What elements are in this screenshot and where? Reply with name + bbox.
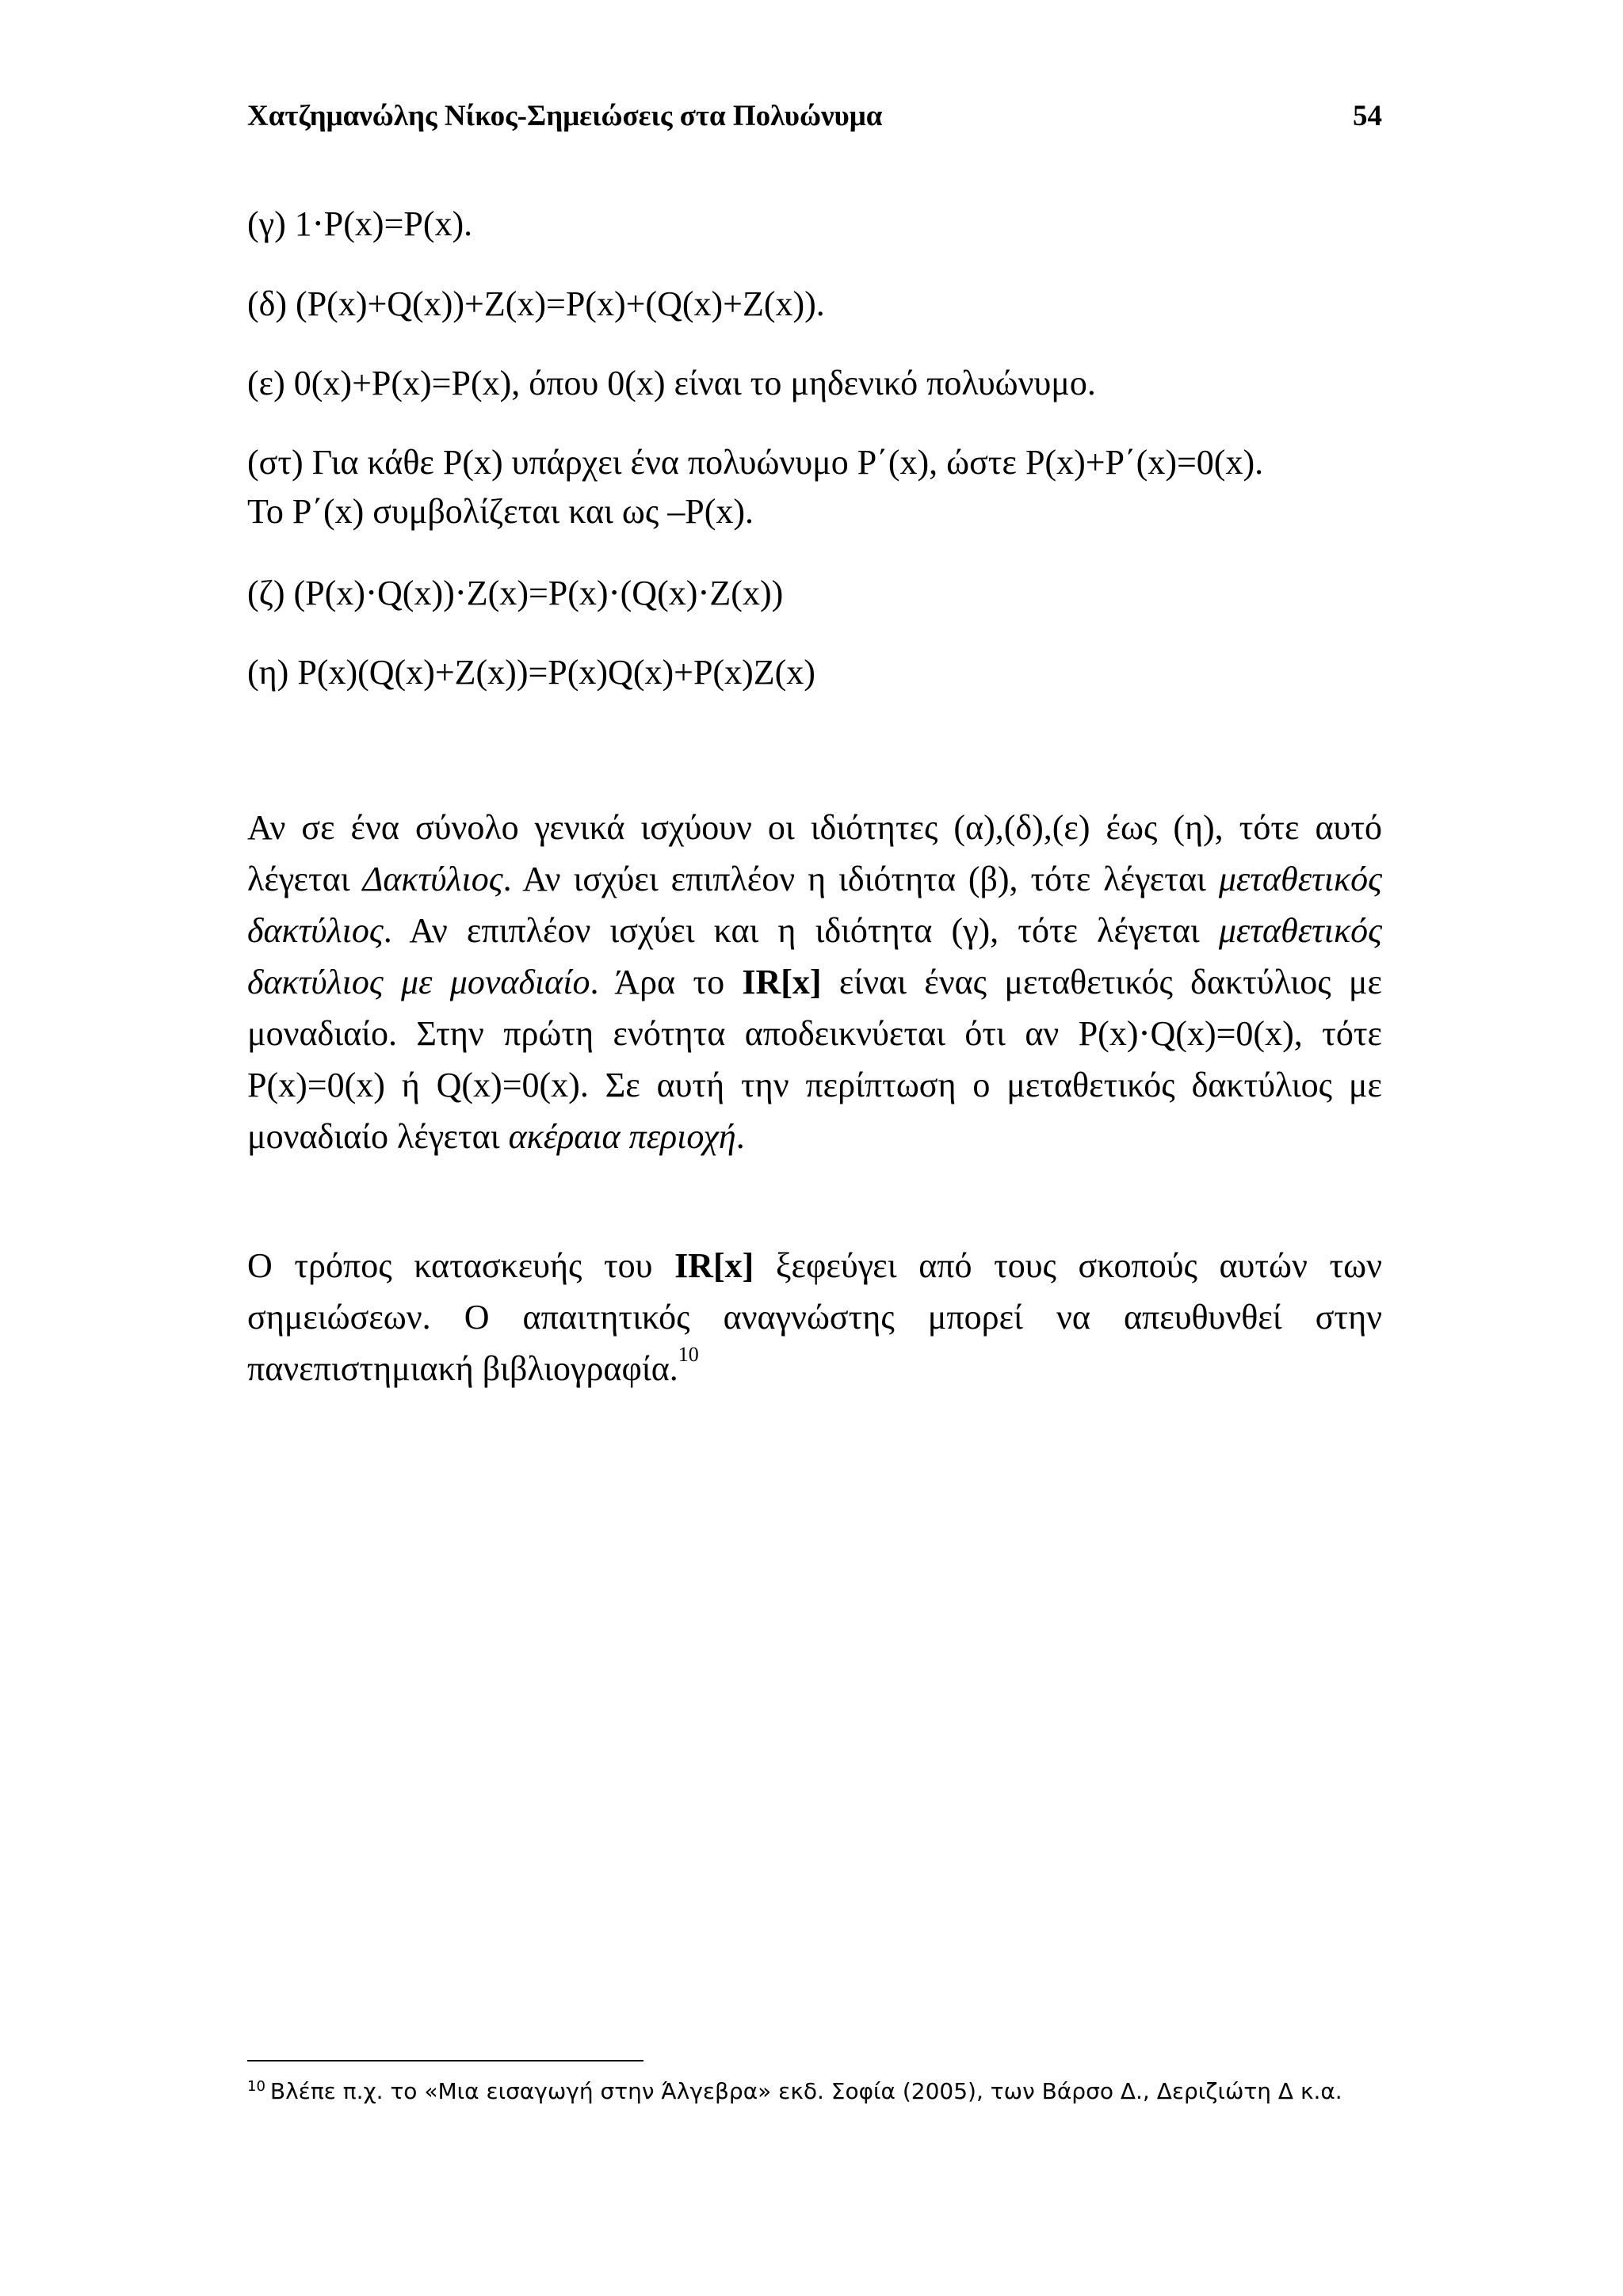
paragraph-text: Ο τρόπος κατασκευής του [247,1246,675,1285]
paragraph-text: . Άρα το [590,963,743,1001]
property-delta: (δ) (P(x)+Q(x))+Z(x)=P(x)+(Q(x)+Z(x)). [247,284,825,323]
footnote-text: Βλέπε π.χ. το «Μια εισαγωγή στην Άλγεβρα» εκδ. Σοφία (2005), των Βάρσο Δ., Δεριζιώτη Δ κ.α. [269,2078,1342,2104]
property-eta: (η) P(x)(Q(x)+Z(x))=P(x)Q(x)+P(x)Z(x) [247,653,815,692]
page-header [247,97,1382,136]
term-commutative-ring-with-unity: μεταθετικός δακτύλιος με μοναδιαίο [247,911,1382,1001]
paragraph-text: . [735,1117,745,1156]
term-polynomial-ring: IR[x] [674,1246,754,1285]
header-title: Χατζημανώλης Νίκος-Σημειώσεις στα Πολυώνυμα [247,100,883,132]
footnote-reference[interactable]: 10 [678,1343,699,1367]
document-page [247,0,1382,2296]
term-polynomial-ring: IR[x] [742,963,822,1001]
property-st-line2: Το P΄(x) συμβολίζεται και ως –P(x). [247,492,754,531]
term-integral-domain: ακέραια περιοχή [508,1117,736,1156]
property-st [247,438,1382,536]
property-zeta: (ζ) (P(x)⋅Q(x))⋅Z(x)=P(x)⋅(Q(x)⋅Z(x)) [247,574,784,612]
paragraph-ring-definition [247,802,1382,1162]
paragraph-text: . Αν επιπλέον ισχύει και η ιδιότητα (γ), τότε λέγεται [383,911,1219,950]
paragraph-construction [247,1240,1382,1394]
property-st-line1: (στ) Για κάθε P(x) υπάρχει ένα πολυώνυμο P΄(x), ώστε P(x)+P΄(x)=0(x). [247,443,1264,482]
paragraph-text: . Αν ισχύει επιπλέον η ιδιότητα (β), τότε λέγεται [502,860,1219,898]
paragraph-text: Αν σε ένα σύνολο γενικά ισχύουν οι ιδιότητες (α),(δ),(ε) έως (η), τότε αυτό λέγεται [247,808,1382,898]
term-commutative-ring: μεταθετικός δακτύλιος [247,860,1382,950]
paragraph-text: είναι ένας μεταθετικός δακτύλιος με μοναδιαίο. Στην πρώτη ενότητα αποδεικνύεται ότι αν P(x)⋅Q(x)=0(x), τότε P(x)=0(x) ή Q(x)=0(x). Σε αυτή την περίπτωση ο μεταθετικός δακτύλιος με μοναδιαίο λέγεται [247,963,1382,1156]
footnote [247,2076,1382,2107]
term-ring: Δακτύλιος [362,860,503,898]
footnote-number: 10 [247,2077,265,2095]
page-number: 54 [1353,100,1382,132]
property-gamma: (γ) 1⋅P(x)=P(x). [247,204,473,243]
property-epsilon: (ε) 0(x)+P(x)=P(x), όπου 0(x) είναι το μηδενικό πολυώνυμο. [247,364,1096,402]
footnote-divider [247,2060,643,2061]
paragraph-text: ξεφεύγει από τους σκοπούς αυτών των σημειώσεων. Ο απαιτητικός αναγνώστης μπορεί να απευθυνθεί στην πανεπιστημιακή βιβλιογραφία. [247,1246,1382,1388]
